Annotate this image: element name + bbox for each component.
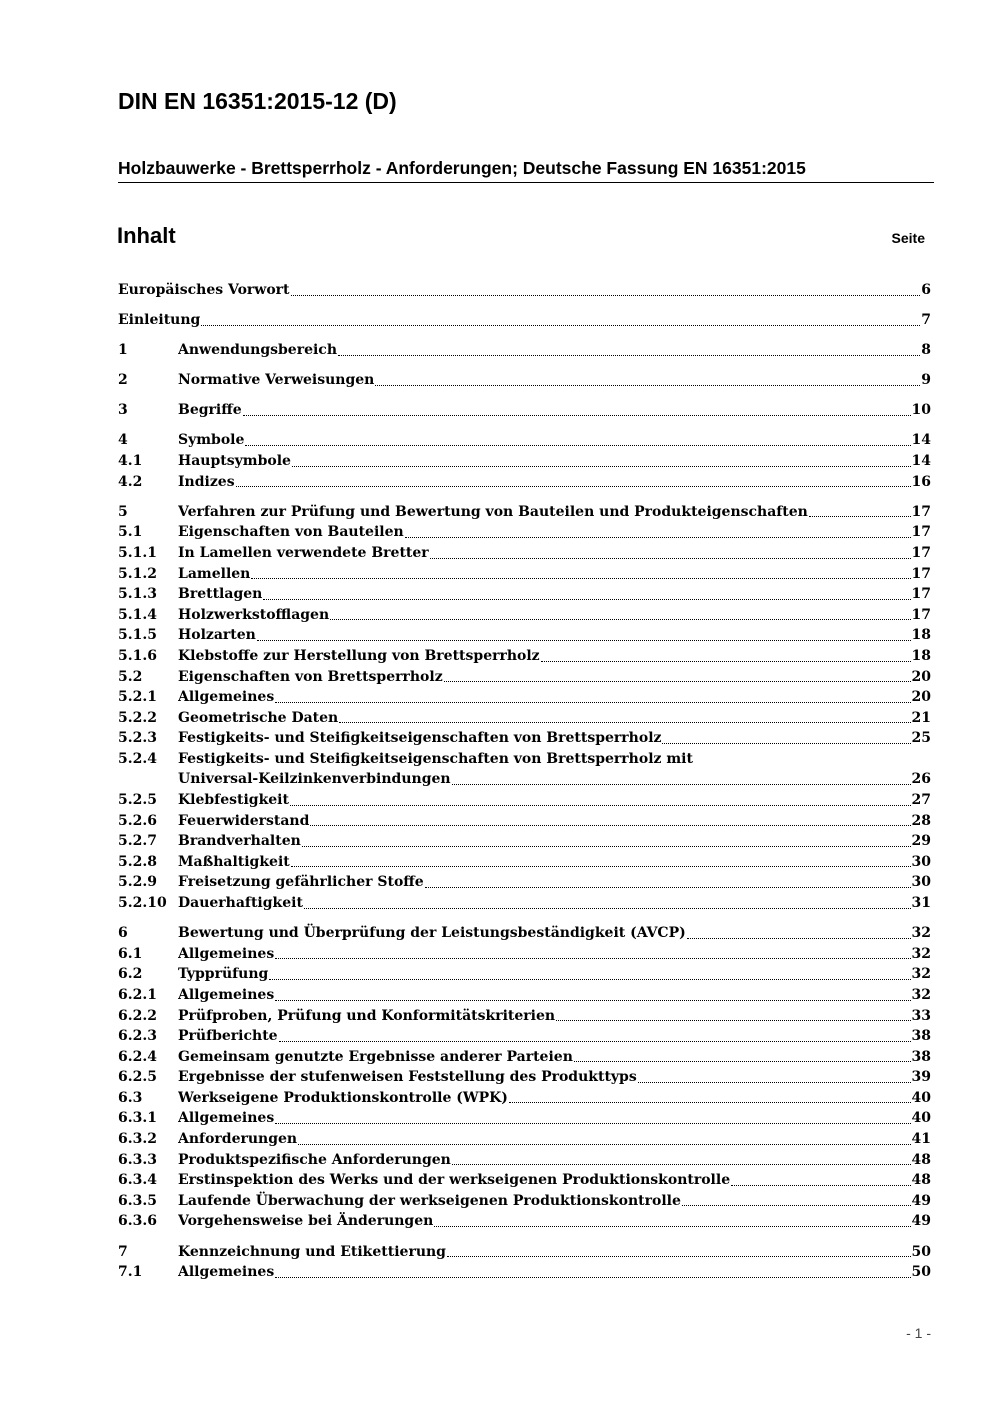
toc-entry-page: 48 [911, 1151, 931, 1168]
toc-entry-title: Produktspezifische Anforderungen [178, 1151, 451, 1168]
toc-entry-number: 7 [118, 1243, 128, 1260]
toc-entry-number: 6.3.6 [118, 1213, 157, 1230]
toc-entry[interactable] [118, 543, 931, 564]
toc-entry-number: 6.3 [118, 1089, 143, 1106]
toc-leader-dots [243, 415, 911, 416]
toc-entry-number: 6.1 [118, 945, 143, 962]
toc-entry-title: Allgemeines [178, 945, 275, 962]
toc-entry-number: 5.2.1 [118, 689, 157, 706]
toc-entry-number: 4 [118, 432, 128, 449]
toc-entry-number: 5.1.2 [118, 565, 157, 582]
toc-entry[interactable] [118, 1026, 931, 1047]
toc-entry[interactable] [118, 1191, 931, 1212]
toc-leader-dots [452, 1164, 911, 1165]
toc-entry[interactable] [118, 790, 931, 811]
toc-entry-number: 6.2 [118, 966, 143, 983]
toc-entry-page: 49 [911, 1192, 931, 1209]
toc-leader-dots [251, 578, 910, 579]
toc-entry-page: 17 [911, 524, 931, 541]
toc-entry-title: Festigkeits- und Steifigkeitseigenschaften von Brettsperrholz [178, 730, 662, 747]
toc-entry-number: 5.2.5 [118, 792, 157, 809]
toc-entry[interactable] [118, 872, 931, 893]
toc-entry[interactable] [118, 1211, 931, 1232]
toc-entry-number: 5.1.1 [118, 544, 157, 561]
toc-entry[interactable] [118, 944, 931, 965]
toc-entry-number: 4.1 [118, 453, 143, 470]
toc-entry[interactable] [118, 625, 931, 646]
toc-entry-page: 40 [911, 1089, 931, 1106]
toc-entry-title: Maßhaltigkeit [178, 853, 290, 870]
toc-entry[interactable] [118, 985, 931, 1006]
toc-entry-title: Kennzeichnung und Etikettierung [178, 1243, 446, 1260]
toc-entry-page: 50 [911, 1264, 931, 1281]
page-column-label: Seite [891, 230, 925, 246]
toc-entry[interactable] [118, 1047, 931, 1068]
toc-entry-page: 50 [911, 1243, 931, 1260]
toc-entry-title: Eigenschaften von Brettsperrholz [178, 668, 443, 685]
toc-entry[interactable] [118, 1170, 931, 1191]
toc-entry-title: Brettlagen [178, 586, 263, 603]
toc-entry[interactable] [118, 749, 931, 770]
toc-leader-dots [638, 1082, 911, 1083]
toc-entry-page: 18 [911, 627, 931, 644]
toc-entry-page: 30 [911, 853, 931, 870]
toc-entry-page: 32 [911, 986, 931, 1003]
toc-entry-title: Allgemeines [178, 1110, 275, 1127]
toc-entry-number: 5.2 [118, 668, 143, 685]
toc-entry-title: Freisetzung gefährlicher Stoffe [178, 874, 424, 891]
toc-entry-title: Allgemeines [178, 1264, 275, 1281]
toc-entry-title: Holzwerkstofflagen [178, 606, 330, 623]
toc-entry-page: 28 [911, 812, 931, 829]
toc-leader-dots [731, 1185, 910, 1186]
toc-entry-number: 3 [118, 402, 128, 419]
toc-entry-number: 6.2.4 [118, 1048, 157, 1065]
toc-entry-title: Klebstoffe zur Herstellung von Brettsperrholz [178, 647, 540, 664]
toc-entry-page: 49 [911, 1213, 931, 1230]
toc-leader-dots [201, 325, 920, 326]
toc-entry[interactable] [118, 1150, 931, 1171]
toc-entry-number: 5.1 [118, 524, 143, 541]
toc-entry-number: 5.1.3 [118, 586, 157, 603]
toc-entry-number: 6.3.5 [118, 1192, 157, 1209]
toc-entry-number: 6.3.4 [118, 1172, 157, 1189]
toc-entry[interactable] [118, 370, 931, 391]
toc-entry-number: 5.2.8 [118, 853, 157, 870]
table-of-contents [118, 280, 931, 1283]
toc-entry-page: 38 [911, 1048, 931, 1065]
toc-entry-number: 6.2.3 [118, 1028, 157, 1045]
toc-entry-title: Geometrische Daten [178, 709, 339, 726]
document-title: Holzbauwerke - Brettsperrholz - Anforderungen; Deutsche Fassung EN 16351:2015 [118, 158, 934, 183]
toc-leader-dots [541, 661, 911, 662]
toc-entry[interactable] [118, 280, 931, 301]
toc-leader-dots [375, 385, 920, 386]
toc-entry[interactable] [118, 1006, 931, 1027]
toc-entry[interactable] [118, 1242, 931, 1263]
toc-leader-dots [257, 640, 911, 641]
toc-entry[interactable] [118, 964, 931, 985]
toc-entry-page: 26 [911, 771, 931, 788]
toc-entry-number: 5.2.3 [118, 730, 157, 747]
toc-entry-title: Lamellen [178, 565, 251, 582]
toc-entry-title: Verfahren zur Prüfung und Bewertung von Bauteilen und Produkteigenschaften [178, 503, 808, 520]
toc-leader-dots [447, 1256, 911, 1257]
toc-leader-dots [452, 784, 911, 785]
toc-entry-number: 6.2.1 [118, 986, 157, 1003]
toc-entry[interactable] [118, 811, 931, 832]
toc-entry-title: Allgemeines [178, 689, 275, 706]
toc-leader-dots [809, 516, 911, 517]
toc-leader-dots [275, 1277, 910, 1278]
toc-entry-page: 40 [911, 1110, 931, 1127]
toc-entry-page: 29 [911, 833, 931, 850]
toc-entry-page: 41 [911, 1131, 931, 1148]
toc-entry-page: 10 [911, 402, 931, 419]
toc-leader-dots [405, 537, 911, 538]
toc-entry-number: 5.1.4 [118, 606, 157, 623]
toc-leader-dots [298, 1144, 910, 1145]
toc-leader-dots [279, 1041, 911, 1042]
toc-entry[interactable] [118, 340, 931, 361]
toc-entry[interactable] [118, 1129, 931, 1150]
toc-entry[interactable] [118, 923, 931, 944]
toc-entry-title: Normative Verweisungen [178, 372, 375, 389]
toc-entry-page: 21 [911, 709, 931, 726]
toc-entry-page: 27 [911, 792, 931, 809]
toc-entry-page: 17 [911, 565, 931, 582]
toc-entry-title: Anforderungen [178, 1131, 298, 1148]
toc-entry-page: 17 [911, 606, 931, 623]
toc-entry[interactable] [118, 472, 931, 493]
toc-entry-page: 17 [911, 503, 931, 520]
toc-entry-page: 9 [921, 372, 931, 389]
toc-leader-dots [434, 1226, 910, 1227]
toc-leader-dots [291, 295, 921, 296]
toc-entry[interactable] [118, 1262, 931, 1283]
toc-entry-title: Typprüfung [178, 966, 269, 983]
toc-entry[interactable] [118, 522, 931, 543]
toc-entry-page: 48 [911, 1172, 931, 1189]
toc-leader-dots [292, 466, 911, 467]
toc-leader-dots [339, 722, 910, 723]
toc-leader-dots [662, 743, 910, 744]
toc-leader-dots [275, 958, 910, 959]
toc-entry-page: 20 [911, 668, 931, 685]
toc-entry-title: Indizes [178, 473, 235, 490]
toc-entry[interactable] [118, 687, 931, 708]
toc-entry-title: Feuerwiderstand [178, 812, 310, 829]
toc-leader-dots [291, 866, 911, 867]
toc-entry[interactable] [118, 646, 931, 667]
toc-heading: Inhalt [117, 223, 176, 248]
toc-entry[interactable] [118, 310, 931, 331]
toc-entry[interactable] [118, 584, 931, 605]
toc-entry-page: 32 [911, 966, 931, 983]
toc-entry-title: Prüfproben, Prüfung und Konformitätskriterien [178, 1007, 556, 1024]
toc-entry-number: 6.2.2 [118, 1007, 157, 1024]
toc-entry-title: Anwendungsbereich [178, 342, 337, 359]
toc-leader-dots [304, 908, 911, 909]
toc-entry-title: Symbole [178, 432, 245, 449]
toc-entry-title: Eigenschaften von Bauteilen [178, 524, 404, 541]
toc-leader-dots [574, 1061, 911, 1062]
toc-leader-dots [269, 979, 910, 980]
toc-leader-dots [330, 619, 910, 620]
toc-entry[interactable] [118, 564, 931, 585]
toc-leader-dots [509, 1102, 911, 1103]
toc-entry-page: 32 [911, 945, 931, 962]
toc-entry-page: 14 [911, 432, 931, 449]
toc-leader-dots [236, 486, 911, 487]
toc-entry[interactable] [118, 1088, 931, 1109]
toc-entry[interactable] [118, 769, 931, 790]
toc-entry-page: 38 [911, 1028, 931, 1045]
toc-entry-title: Vorgehensweise bei Änderungen [178, 1213, 434, 1230]
toc-leader-dots [275, 702, 910, 703]
page-number: - 1 - [906, 1325, 931, 1341]
toc-leader-dots [425, 887, 911, 888]
toc-entry-page: 39 [911, 1069, 931, 1086]
toc-entry-number: 6.3.2 [118, 1131, 157, 1148]
toc-entry-number: 5.2.7 [118, 833, 157, 850]
toc-entry-title: Europäisches Vorwort [118, 282, 290, 298]
toc-entry-title: Gemeinsam genutzte Ergebnisse anderer Parteien [178, 1048, 573, 1065]
toc-leader-dots [310, 825, 910, 826]
toc-entry-number: 6.3.3 [118, 1151, 157, 1168]
toc-entry[interactable] [118, 605, 931, 626]
toc-entry-number: 5.2.9 [118, 874, 157, 891]
toc-entry-page: 16 [911, 473, 931, 490]
toc-entry-title: Hauptsymbole [178, 453, 291, 470]
toc-entry-page: 17 [911, 586, 931, 603]
toc-leader-dots [263, 599, 910, 600]
toc-entry-page: 18 [911, 647, 931, 664]
toc-entry-number: 5.2.4 [118, 750, 157, 767]
toc-entry-number: 7.1 [118, 1264, 143, 1281]
toc-entry-page: 14 [911, 453, 931, 470]
toc-entry-page: 32 [911, 925, 931, 942]
toc-entry[interactable] [118, 852, 931, 873]
toc-entry-title: Begriffe [178, 402, 242, 419]
toc-entry[interactable] [118, 502, 931, 523]
toc-entry-title: Einleitung [118, 312, 201, 329]
toc-entry[interactable] [118, 1067, 931, 1088]
toc-entry[interactable] [118, 831, 931, 852]
toc-leader-dots [275, 1000, 910, 1001]
toc-leader-dots [444, 681, 911, 682]
toc-entry[interactable] [118, 708, 931, 729]
toc-entry-number: 5.2.6 [118, 812, 157, 829]
document-id: DIN EN 16351:2015-12 (D) [118, 88, 397, 114]
toc-entry-number: 1 [118, 342, 128, 359]
toc-entry-number: 5 [118, 503, 128, 520]
toc-entry-title: Klebfestigkeit [178, 792, 289, 809]
toc-entry-page: 6 [921, 282, 931, 298]
toc-leader-dots [687, 938, 911, 939]
toc-entry-page: 33 [911, 1007, 931, 1024]
toc-entry-page: 7 [921, 312, 931, 329]
toc-entry-page: 25 [911, 730, 931, 747]
toc-leader-dots [682, 1205, 911, 1206]
toc-leader-dots [290, 805, 911, 806]
toc-entry-page: 8 [921, 342, 931, 359]
toc-leader-dots [275, 1123, 910, 1124]
toc-entry-title-continued: Universal-Keilzinkenverbindungen [178, 771, 451, 788]
toc-entry-title: Allgemeines [178, 986, 275, 1003]
toc-entry-title: Erstinspektion des Werks und der werkseigenen Produktionskontrolle [178, 1172, 731, 1189]
toc-entry-page: 30 [911, 874, 931, 891]
toc-entry-title: Werkseigene Produktionskontrolle (WPK) [178, 1089, 508, 1106]
toc-entry-page: 31 [911, 895, 931, 912]
toc-entry-title: Prüfberichte [178, 1028, 278, 1045]
toc-entry-page: 17 [911, 544, 931, 561]
toc-entry[interactable] [118, 893, 931, 914]
toc-entry[interactable] [118, 667, 931, 688]
toc-entry[interactable] [118, 1108, 931, 1129]
toc-entry-number: 5.2.10 [118, 895, 167, 912]
toc-entry-title: Holzarten [178, 627, 256, 644]
toc-entry-title: Laufende Überwachung der werkseigenen Produktionskontrolle [178, 1192, 681, 1209]
toc-entry[interactable] [118, 451, 931, 472]
toc-entry-page: 20 [911, 689, 931, 706]
toc-entry-number: 4.2 [118, 473, 143, 490]
toc-entry-number: 6.3.1 [118, 1110, 157, 1127]
toc-entry-title: Dauerhaftigkeit [178, 895, 303, 912]
toc-entry-number: 5.1.5 [118, 627, 157, 644]
toc-entry-title: In Lamellen verwendete Bretter [178, 544, 429, 561]
toc-entry[interactable] [118, 430, 931, 451]
toc-entry-number: 6 [118, 925, 128, 942]
toc-entry[interactable] [118, 400, 931, 421]
toc-leader-dots [338, 355, 920, 356]
toc-leader-dots [245, 445, 910, 446]
toc-entry-title: Bewertung und Überprüfung der Leistungsbeständigkeit (AVCP) [178, 925, 686, 942]
toc-entry-title: Brandverhalten [178, 833, 301, 850]
toc-leader-dots [430, 558, 911, 559]
toc-entry[interactable] [118, 728, 931, 749]
toc-leader-dots [302, 846, 911, 847]
toc-entry-title: Festigkeits- und Steifigkeitseigenschaften von Brettsperrholz mit [178, 750, 693, 767]
toc-entry-title: Ergebnisse der stufenweisen Feststellung des Produkttyps [178, 1069, 637, 1086]
toc-leader-dots [556, 1020, 910, 1021]
toc-entry-number: 6.2.5 [118, 1069, 157, 1086]
toc-entry-number: 5.1.6 [118, 647, 157, 664]
toc-entry-number: 2 [118, 372, 128, 389]
toc-entry-number: 5.2.2 [118, 709, 157, 726]
